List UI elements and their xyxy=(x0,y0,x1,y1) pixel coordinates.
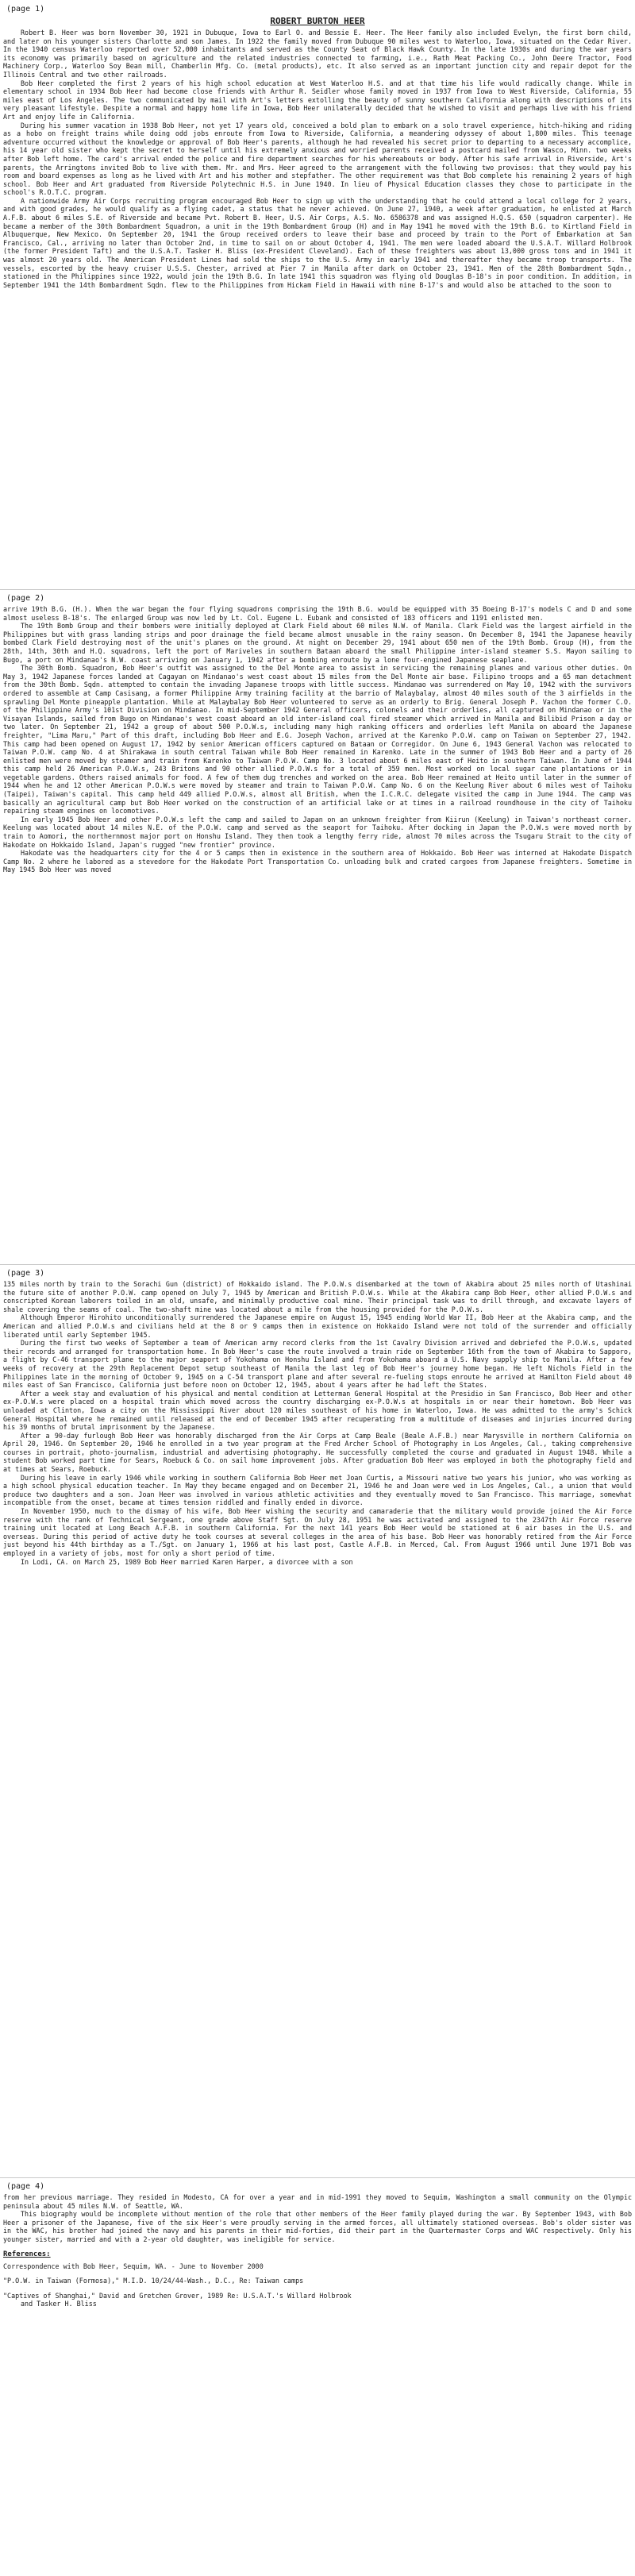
reference-item-continuation: and Tasker H. Bliss xyxy=(21,2300,97,2308)
page-4 xyxy=(0,2182,635,2315)
paragraph: In early 1945 Bob Heer and other P.O.W.s left the camp and sailed to Japan on an unknown freighter from Kiirun (Keelung) in Taiwan's northeast corner. Keelung was located about 14 miles N.E. of the P.O.W. camp and served as the seaport for Taihoku. After docking in Japan the P.O.W.s were moved north by train to Aomori, the northernmost major port on Honshu Island. They then took a lengthy ferry ride, almost 70 miles across the Tsugaru Strait to the city of Hakodate on Hokkaido Island, Japan's rugged "new frontier" province. xyxy=(3,815,632,849)
page-2 xyxy=(0,594,635,874)
paragraph: During the first two weeks of September a team of American army record clerks from the 1st Cavalry Division arrived and debriefed the P.O.W.s, updated their records and arranged for transportation home. In Bob Heer's case the route involved a train ride on September 16th from the town of Akabira to Sapporo, a flight by C-46 transport plane to the major seaport of Yokohama on Honshu Island and from Yokohama aboard a U.S. Navy supply ship to Manila. After a few weeks of recovery at the 29th Replacement Depot setup southeast of Manila the last leg of Bob Heer's journey home began. He left Nichols Field in the Philippines late in the morning of October 9, 1945 on a C-54 transport plane and after several re-fueling stops enroute he arrived at Hamilton Field about 40 miles east of San Francisco, California just before noon on October 12, 1945, about 4 years after he had left the States. xyxy=(3,1339,632,1390)
reference-item: Correspondence with Bob Heer, Sequim, WA. - June to November 2000 xyxy=(3,2262,264,2270)
page-3 xyxy=(0,1269,635,1566)
page-label: (page 4) xyxy=(6,2182,45,2191)
page-1 xyxy=(0,5,635,289)
paragraph: The 19th Bomb Group and their bombers were initially deployed at Clark Field about 60 miles N.W. of Manila. Clark Field was the largest airfield in the Philippines but with grass landing strips and poor drainage the field became almost unusable in the rainy season. On December 8, 1941 the Japanese heavily bombed Clark Field destroying most of the unit's planes on the ground. At night on December 29, 1941 about 650 men of the 19th Bomb. Group (H), from the 28th, 14th, 30th and H.Q. squadrons, left the port of Mariveles in southern Bataan aboard the small Philippine inter-island steamer S.S. Mayon sailing to Bugo, a port on Mindanao's N.W. coast arriving on January 1, 1942 after a bombing enroute by a lone four-engined Japanese seaplane. xyxy=(3,622,632,664)
document-title: ROBERT BURTON HEER xyxy=(270,16,365,26)
reference-item: "P.O.W. in Taiwan (Formosa)," M.I.D. 10/24/44-Wash., D.C., Re: Taiwan camps xyxy=(3,2277,304,2285)
page-label: (page 3) xyxy=(6,1269,45,1278)
paragraph: In Lodi, CA. on March 25, 1989 Bob Heer married Karen Harper, a divorcee with a son xyxy=(21,1557,353,1566)
page-divider xyxy=(0,2177,635,2178)
references-heading: References: xyxy=(3,2250,51,2258)
paragraph: arrive 19th B.G. (H.). When the war began the four flying squadrons comprising the 19th B.G. would be equipped with 35 Boeing B-17's models C and D and some almost useless B-18's. The enlarged Group was now led by Lt. Col. Eugene L. Eubank and consisted of 183 officers and 1191 enlisted men. xyxy=(3,605,632,622)
paragraph: Bob Heer completed the first 2 years of his high school education at West Waterloo H.S. and at that time his life would radically change. While in elementary school in 1934 Bob Heer had become close friends with Arthur R. Seidler whose family moved in 1937 from Iowa to West Riverside, California, 55 miles east of Los Angeles. The two communicated by mail with Art's letters extolling the beauty of sunny southern California along with descriptions of its very pleasant lifestyle. Despite a normal and happy home life in Iowa, Bob Heer unilaterally decided that he wished to visit and perhaps live with his friend Art and enjoy life in California. xyxy=(3,79,632,121)
paragraph: Hakodate was the headquarters city for the 4 or 5 camps then in existence in the southern area of Hokkaido. Bob Heer was interned at Hakodate Dispatch Camp No. 2 where he labored as a stevedore for the Hakodate Port Transportation Co. unloading bulk and crated cargoes from Japanese freighters. Sometime in May 1945 Bob Heer was moved xyxy=(3,849,632,874)
paragraph: The 30th Bomb. Squadron, Bob Heer's outfit was assigned to the Del Monte area to assist in servicing the remaining planes and various other duties. On May 3, 1942 Japanese forces landed at Cagayan on Mindanao's west coast about 15 miles from the Del Monte air base. Filipino troops and a 65 man detachment from the 30th Bomb. Sqdn. attempted to contain the invading Japanese troops with little success. Mindanao was surrendered on May 10, 1942 with the survivors ordered to assemble at Camp Casisang, a former Philippine Army training facility at the barrio of Malaybalay, almost 40 miles south of the 3 airfields in the sprawling Del Monte pineapple plantation. While at Malaybalay Bob Heer volunteered to serve as an orderly to Brig. General Joseph P. Vachon the former C.O. of the Philippine Army's 101st Division on Mindanao. In mid-September 1942 General officers, colonels and their orderlies, all captured on Mindanao or in the Visayan Islands, sailed from Bugo on Mindanao's west coast aboard an old inter-island coal fired steamer which arrived in Manila and Bilibid Prison a day or two later. On September 21, 1942 a group of about 500 P.O.W.s, including many high ranking officers and orderlies left Manila on aboard the Japanese freighter, "Lima Maru," Part of this draft, including Bob Heer and E.G. Joseph Vachon, arrived at the Karenko P.O.W. camp on Taiwan on September 27, 1942. This camp had been opened on August 17, 1942 by senior American officers captured on Bataan or Corregidor. On June 6, 1943 General Vachon was relocated to Taiwan P.O.W. camp No. 4 at Shirakawa in south central Taiwan while Bob Heer remained in Karenko. Late in the summer of 1943 Bob Heer and a party of 26 enlisted men were moved by steamer and train from Karenko to Taiwan P.O.W. Camp No. 3 located about 6 miles east of Heito in southern Taiwan. In June of 1944 this camp held 26 American P.O.W.s, 243 Britons and 90 other allied P.O.W.s for a total of 359 men. Most worked on local sugar cane plantations or in vegetable gardens. Others raised animals for food. A few of them dug trenches and worked on the area. Bob Heer remained at Heito until later in the summer of 1944 when he and 12 other American P.O.W.s were moved by steamer and train to Taiwan P.O.W. Camp No. 6 on the Keelung River about 6 miles west of Taihoku (Taipei), Taiwan's capital. This camp held 449 allied P.O.W.s, almost all British, when the I.C.R.C. delegate visited the camp in June 1944. The camp was basically an agricultural camp but Bob Heer worked on the construction of an artificial lake or at times in a railroad roundhouse in the city of Taihoku repairing steam engines on locomotives. xyxy=(3,664,632,816)
page-label: (page 2) xyxy=(6,594,45,603)
paragraph: Although Emperor Hirohito unconditionally surrendered the Japanese empire on August 15, 1945 ending World War II, Bob Heer at the Akabira camp, and the American and allied P.O.W.s and civilians held at the 8 or 9 camps then in existence on Hokkaido Island were not told of the surrender and officially liberated until early September 1945. xyxy=(3,1313,632,1339)
page-divider xyxy=(0,589,635,590)
paragraph: Robert B. Heer was born November 30, 1921 in Dubuque, Iowa to Earl O. and Bessie E. Heer. The Heer family also included Evelyn, the first born child, and later on his younger sisters Charlotte and son James. In 1922 the family moved from Dubuque 90 miles west to Waterloo, Iowa, situated on the Cedar River. In the 1940 census Waterloo reported over 52,000 inhabitants and served as the County Seat of Black Hawk County. In the late 1930s and during the war years its economy was primarily based on agriculture and the related industries connected to farming, i.e., Rath Meat Packing Co., John Deere Tractor, Food Machinery Corp., Waterloo Soy Bean mill, Chamberlin Mfg. Co. (metal products), etc. It also served as an important junction city and repair depot for the Illinois Central and two other railroads. xyxy=(3,29,632,79)
paragraph: from her previous marriage. They resided in Modesto, CA for over a year and in mid-1991 they moved to Sequim, Washington a small community on the Olympic peninsula about 45 miles N.W. of Seattle, WA. xyxy=(3,2193,632,2210)
page-label: (page 1) xyxy=(6,5,45,13)
paragraph: A nationwide Army Air Corps recruiting program encouraged Bob Heer to sign up with the understanding that he could attend a local college for 2 years, and with good grades, he would qualify as a flying cadet, a status that he never achieved. On June 27, 1940, a week after graduation, he enlisted at March A.F.B. about 6 miles S.E. of Riverside and became Pvt. Robert B. Heer, U.S. Air Corps, A.S. No. 6586378 and was assigned H.Q.S. 650 (squadron carpenter). He became a member of the 30th Bombardment Squadron, a unit in the 19th Bombardment Group (H) and in May 1941 he moved with the 19th B.G. to Kirtland Field in Albuquerque, New Mexico. On September 20, 1941 the Group received orders to leave their base and proceed by train to the Port of Embarkation at San Francisco, Cal., arriving no later than October 2nd, in time to sail on or about October 4, 1941. The men were loaded aboard the U.S.A.T. Willard Holbrook (the former President Taft) and the U.S.A.T. Tasker H. Bliss (ex-President Cleveland). Each of these freighters was about 13,000 gross tons and in 1941 it was almost 20 years old. The American President Lines had sold the ships to the U.S. Army in early 1941 and thereafter they became troop transports. The vessels, escorted by the heavy cruiser U.S.S. Chester, arrived at Pier 7 in Manila after dark on October 23, 1941. Men of the 28th Bombardment Sqdn., stationed in the Philippines since 1922, would join the 19th B.G. In late 1941 this squadron was flying old Douglas B-18's in poor condition. In addition, in September 1941 the 14th Bombardment Sqdn. flew to the Philippines from Hickam Field in Hawaii with nine B-17's and would also be attached to the soon to xyxy=(3,196,632,289)
paragraph: During his leave in early 1946 while working in southern California Bob Heer met Joan Curtis, a Missouri native two years his junior, who was working as a high school physical education teacher. In May they became engaged and on December 21, 1946 he and Joan were wed in Los Angeles, Cal., a union that would produce two daughters and a son. Joan Heer was involved in various athletic activities and they eventually moved to San Francisco. This marriage, somewhat incompatible from the onset, became at times tension riddled and finally ended in divorce. xyxy=(3,1473,632,1507)
reference-item: "Captives of Shanghai," David and Gretchen Grover, 1989 Re: U.S.A.T.'s Willard Holbrook xyxy=(3,2291,352,2300)
paragraph: After a week stay and evaluation of his physical and mental condition at Letterman General Hospital at the Presidio in San Francisco, Bob Heer and other ex-P.O.W.s were placed on a hospital train which moved across the country discharging ex-P.O.W.s at hospitals in or near their hometown. Bob Heer was unloaded at Clinton, Iowa a city on the Mississippi River about 120 miles southeast of his home in Waterloo, Iowa. He was admitted to the army's Schick General Hospital where he remained until released at the end of December 1945 after recuperating from a multitude of diseases and injuries incurred during his 39 months of brutal imprisonment by the Japanese. xyxy=(3,1389,632,1432)
paragraph: In November 1950, much to the dismay of his wife, Bob Heer wishing the security and camaraderie that the military would provide joined the Air Force reserve with the rank of Technical Sergeant, one grade above Staff Sgt. On July 28, 1951 he was activated and assigned to the 2347th Air Force reserve training unit located at Long Beach A.F.B. in southern California. For the next 141 years Bob Heer would be stationed at 6 air bases in the U.S. and overseas. During this period of active duty he took courses at several colleges in the area of his base. Bob Heer was honorably retired from the Air Force just beyond his 44th birthday as a T./Sgt. on January 1, 1966 at his last post, Castle A.F.B. in Merced, Cal. From August 1966 until June 1971 Bob was employed in a variety of jobs, most for only a short period of time. xyxy=(3,1507,632,1557)
paragraph: After a 90-day furlough Bob Heer was honorably discharged from the Air Corps at Camp Beale (Beale A.F.B.) near Marysville in northern California on April 20, 1946. On September 20, 1946 he enrolled in a two year program at the Fred Archer School of Photography in Los Angeles, Cal., taking comprehensive courses in portrait, photo-journalism, industrial and advertising photography. He successfully completed the course and graduated in August 1948. While a student Bob worked part time for Sears, Roebuck & Co. on sail home improvement jobs. After graduation Bob Heer was employed in both the photography field and at times at Sears, Roebuck. xyxy=(3,1431,632,1474)
paragraph: During his summer vacation in 1938 Bob Heer, not yet 17 years old, conceived a bold plan to embark on a solo travel experience, hitch-hiking and riding as a hobo on freight trains while doing odd jobs enroute from Iowa to Riverside, California, a meandering odyssey of about 1,800 miles. This teenage adventure occurred without the knowledge or approval of Bob Heer's parents, although he had revealed his secret prior to departing to a necessary accomplice, his 14 year old sister who kept the secret to herself until his extremely anxious and worried parents received a postcard mailed from Wasco, Minn. two weeks after Bob left home. The card's arrival ended the police and fire department searches for his whereabouts or body. After his safe arrival in Riverside, Art's parents, the Arringtons invited Bob to live with them. Mr. and Mrs. Heer agreed to the arrangement with the following two provisos: that they would pay his room and board expenses as long as he lived with Art and his mother and stepfather. The other requirement was that Bob complete his remaining 2 years of high school. Bob Heer and Art graduated from Riverside Polytechnic H.S. in June 1940. In lieu of Physical Education classes they chose to participate in the school's R.O.T.C. program. xyxy=(3,121,632,197)
page-divider xyxy=(0,1264,635,1265)
paragraph: 135 miles north by train to the Sorachi Gun (district) of Hokkaido island. The P.O.W.s disembarked at the town of Akabira about 25 miles north of Utashinai the future site of another P.O.W. camp opened on July 7, 1945 by American and British P.O.W.s. While at the Akabira camp Bob Heer, other allied P.O.W.s and conscripted Korean laborers toiled in an old, unsafe, and minimally productive coal mine. Their principal task was to drill through, and excavate layers of shale covering the seams of coal. The two-shaft mine was located about a mile from the housing provided for the P.O.W.s. xyxy=(3,1280,632,1313)
paragraph: This biography would be incomplete without mention of the role that other members of the Heer family played during the war. By September 1943, with Bob Heer a prisoner of the Japanese, five of the six Heer's were proudly serving in the armed forces, all ultimately stationed overseas. Bob's older sister was in the WAC, his brother had joined the navy and his parents in their mid-forties, did their part in the Quartermaster Corps and WAC respectively. Only his younger sister, married and with a 2-year old daughter, was ineligible for service. xyxy=(3,2210,632,2243)
